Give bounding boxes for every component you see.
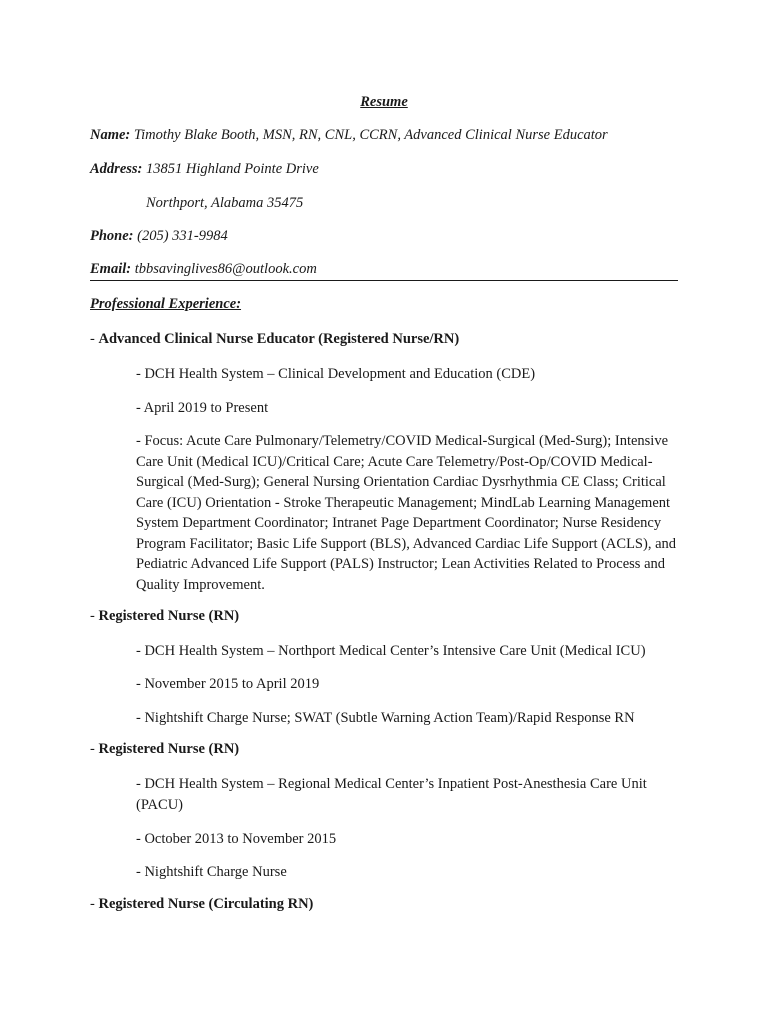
job-title-line xyxy=(90,896,313,913)
job-prefix: - xyxy=(90,896,99,912)
job-employer: - DCH Health System – Regional Medical Center’s Inpatient Post-Anesthesia Care Unit (PACU) xyxy=(136,776,647,813)
name-label: Name: xyxy=(90,127,131,143)
job-employer: - DCH Health System – Clinical Development and Education (CDE) xyxy=(136,366,536,382)
address-line1: 13851 Highland Pointe Drive xyxy=(146,161,319,177)
job-title: Registered Nurse (Circulating RN) xyxy=(98,896,314,912)
job-prefix: - xyxy=(90,331,99,347)
job-title-line xyxy=(90,608,239,625)
job-details: - Focus: Acute Care Pulmonary/Telemetry/COVID Medical-Surgical (Med-Surg); Intensive Care Unit (Medical ICU)/Critical Care; Acute Care Telemetry/Post-Op/COVID Medical-Surgical (Med-Surg); General Nursing Orientation Cardiac Dysrhythmia CE Class; Critical Care (ICU) Orientation - Stroke Therapeutic Management; MindLab Learning Management System Department Coordinator; Intranet Page Department Coordinator; Nurse Residency Program Facilitator; Basic Life Support (BLS), Advanced Cardiac Life Support (ACLS), and Pediatric Advanced Life Support (PALS) Instructor; Lean Activities Related to Process and Quality Improvement. xyxy=(136,433,677,593)
job-employer: - DCH Health System – Northport Medical Center’s Intensive Care Unit (Medical ICU) xyxy=(136,643,646,659)
phone-line xyxy=(90,228,228,245)
address-line xyxy=(90,161,319,178)
address-line2: Northport, Alabama 35475 xyxy=(146,195,304,211)
job-dates: - October 2013 to November 2015 xyxy=(136,831,337,847)
address-label: Address: xyxy=(90,161,143,177)
job-prefix: - xyxy=(90,741,99,757)
job-dates: - November 2015 to April 2019 xyxy=(136,676,320,692)
resume-title: Resume xyxy=(360,94,408,110)
job-dates: - April 2019 to Present xyxy=(136,400,269,416)
job-title-line xyxy=(90,331,459,348)
phone-value: (205) 331-9984 xyxy=(137,228,228,244)
experience-heading: Professional Experience: xyxy=(90,296,242,312)
job-prefix: - xyxy=(90,608,99,624)
header-divider xyxy=(90,280,678,281)
job-title: Registered Nurse (RN) xyxy=(98,741,240,757)
job-title: Registered Nurse (RN) xyxy=(98,608,240,624)
job-title: Advanced Clinical Nurse Educator (Registered Nurse/RN) xyxy=(98,331,460,347)
email-line xyxy=(90,261,317,278)
job-title-line xyxy=(90,741,239,758)
name-line xyxy=(90,127,608,144)
email-value: tbbsavinglives86@outlook.com xyxy=(134,261,317,277)
email-label: Email: xyxy=(90,261,132,277)
name-value: Timothy Blake Booth, MSN, RN, CNL, CCRN, Advanced Clinical Nurse Educator xyxy=(133,127,608,143)
job-details: - Nightshift Charge Nurse; SWAT (Subtle Warning Action Team)/Rapid Response RN xyxy=(136,710,635,726)
job-details: - Nightshift Charge Nurse xyxy=(136,864,287,880)
phone-label: Phone: xyxy=(90,228,134,244)
